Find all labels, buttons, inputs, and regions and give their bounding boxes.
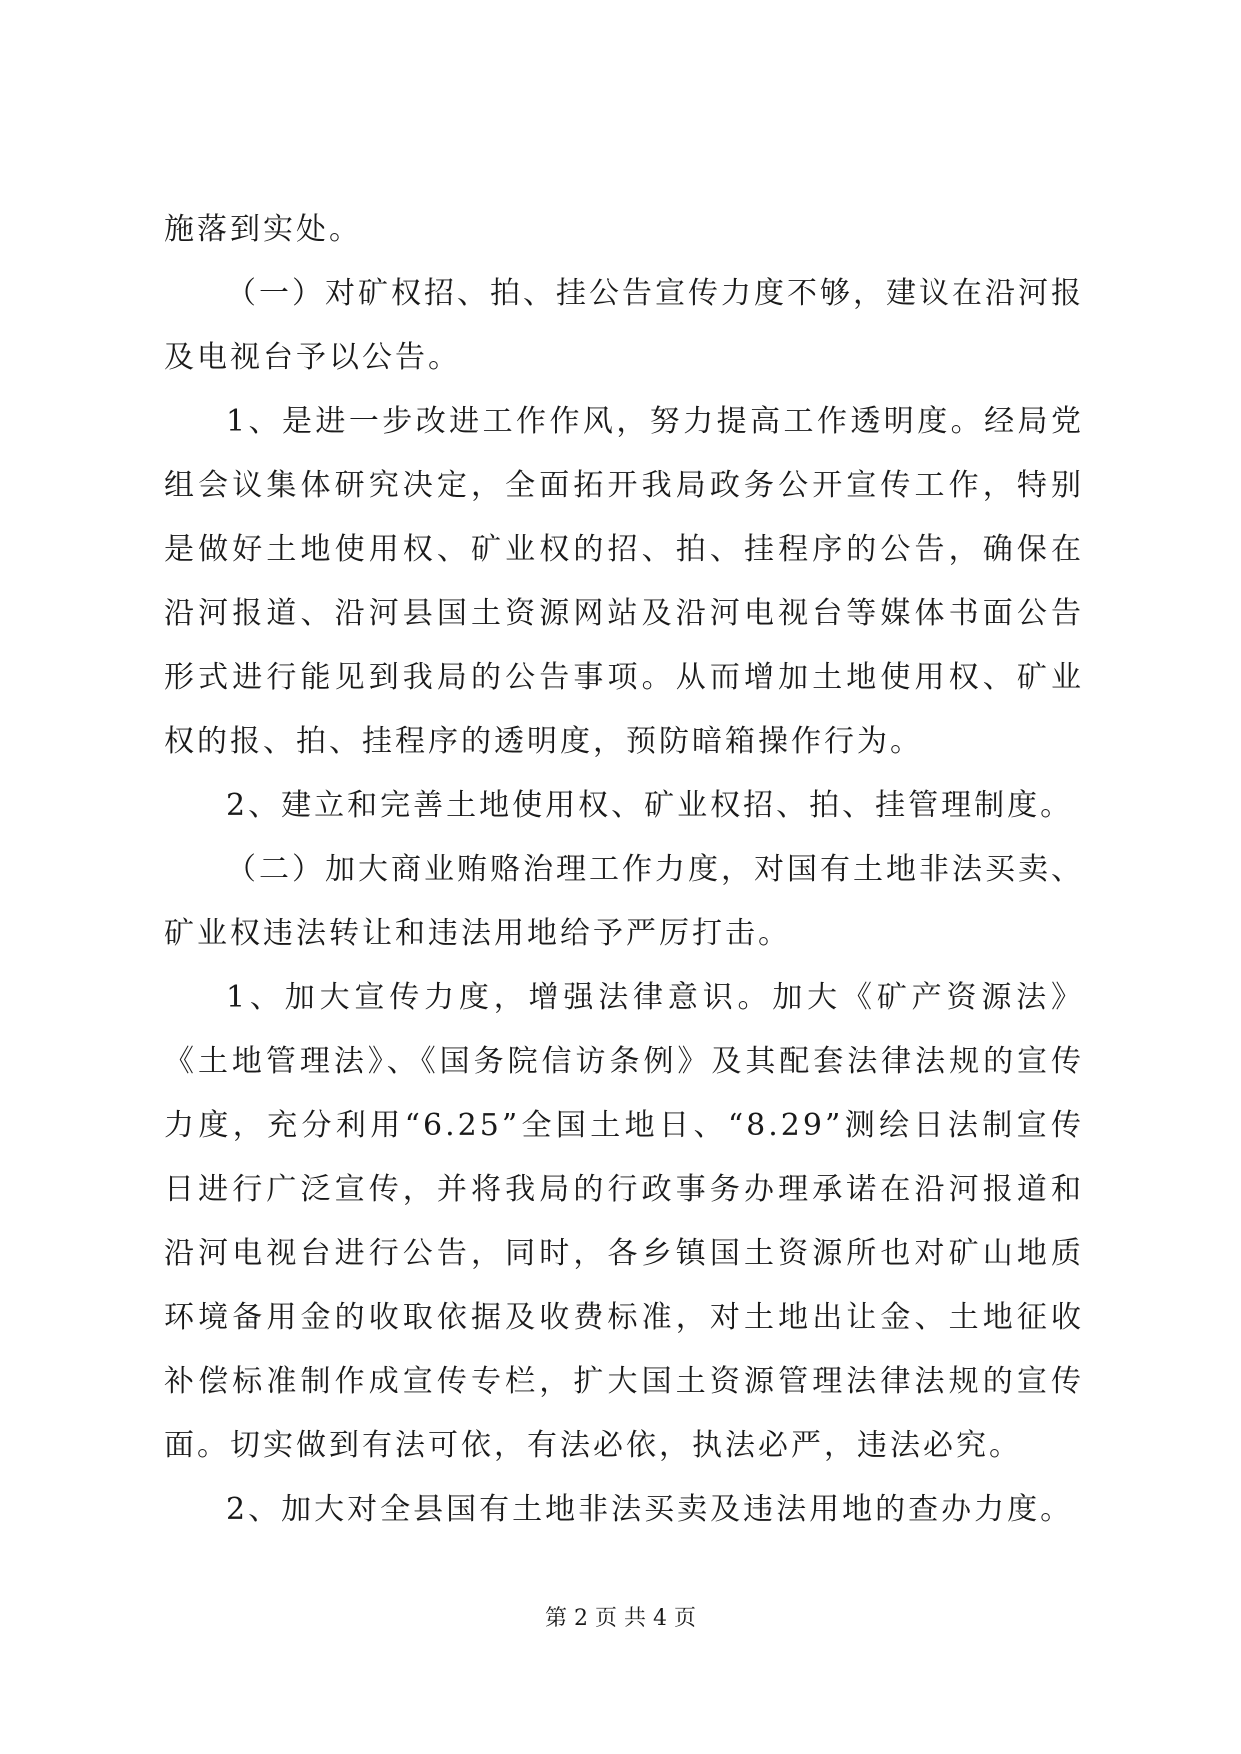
paragraph-7: 2、加大对全县国有土地非法买卖及违法用地的查办力度。 bbox=[226, 1492, 1074, 1527]
paragraph-2: （一）对矿权招、拍、挂公告宣传力度不够，建议在沿河报及电视台予以公告。 bbox=[164, 276, 1084, 375]
page-number-label: 第 2 页 共 4 页 bbox=[545, 1606, 696, 1631]
page-footer bbox=[0, 1604, 1241, 1634]
document-body bbox=[164, 198, 1084, 1542]
paragraph-1: 施落到实处。 bbox=[164, 212, 362, 247]
paragraph-4: 2、建立和完善土地使用权、矿业权招、拍、挂管理制度。 bbox=[226, 788, 1074, 823]
paragraph-6: 1、加大宣传力度，增强法律意识。加大《矿产资源法》《土地管理法》、《国务院信访条例》及其配套法律法规的宣传力度，充分利用“6.25”全国土地日、“8.29”测绘日法制宣传日进行广泛宣传，并将我局的行政事务办理承诺在沿河报道和沿河电视台进行公告，同时，各乡镇国土资源所也对矿山地质环境备用金的收取依据及收费标准，对土地出让金、土地征收补偿标准制作成宣传专栏，扩大国土资源管理法律法规的宣传面。切实做到有法可依，有法必依，执法必严，违法必究。 bbox=[164, 980, 1084, 1463]
paragraph-5: （二）加大商业贿赂治理工作力度，对国有土地非法买卖、矿业权违法转让和违法用地给予严厉打击。 bbox=[164, 852, 1084, 951]
paragraph-3: 1、是进一步改进工作作风，努力提高工作透明度。经局党组会议集体研究决定，全面拓开我局政务公开宣传工作，特别是做好土地使用权、矿业权的招、拍、挂程序的公告，确保在沿河报道、沿河县国土资源网站及沿河电视台等媒体书面公告形式进行能见到我局的公告事项。从而增加土地使用权、矿业权的报、拍、挂程序的透明度，预防暗箱操作行为。 bbox=[164, 404, 1084, 759]
